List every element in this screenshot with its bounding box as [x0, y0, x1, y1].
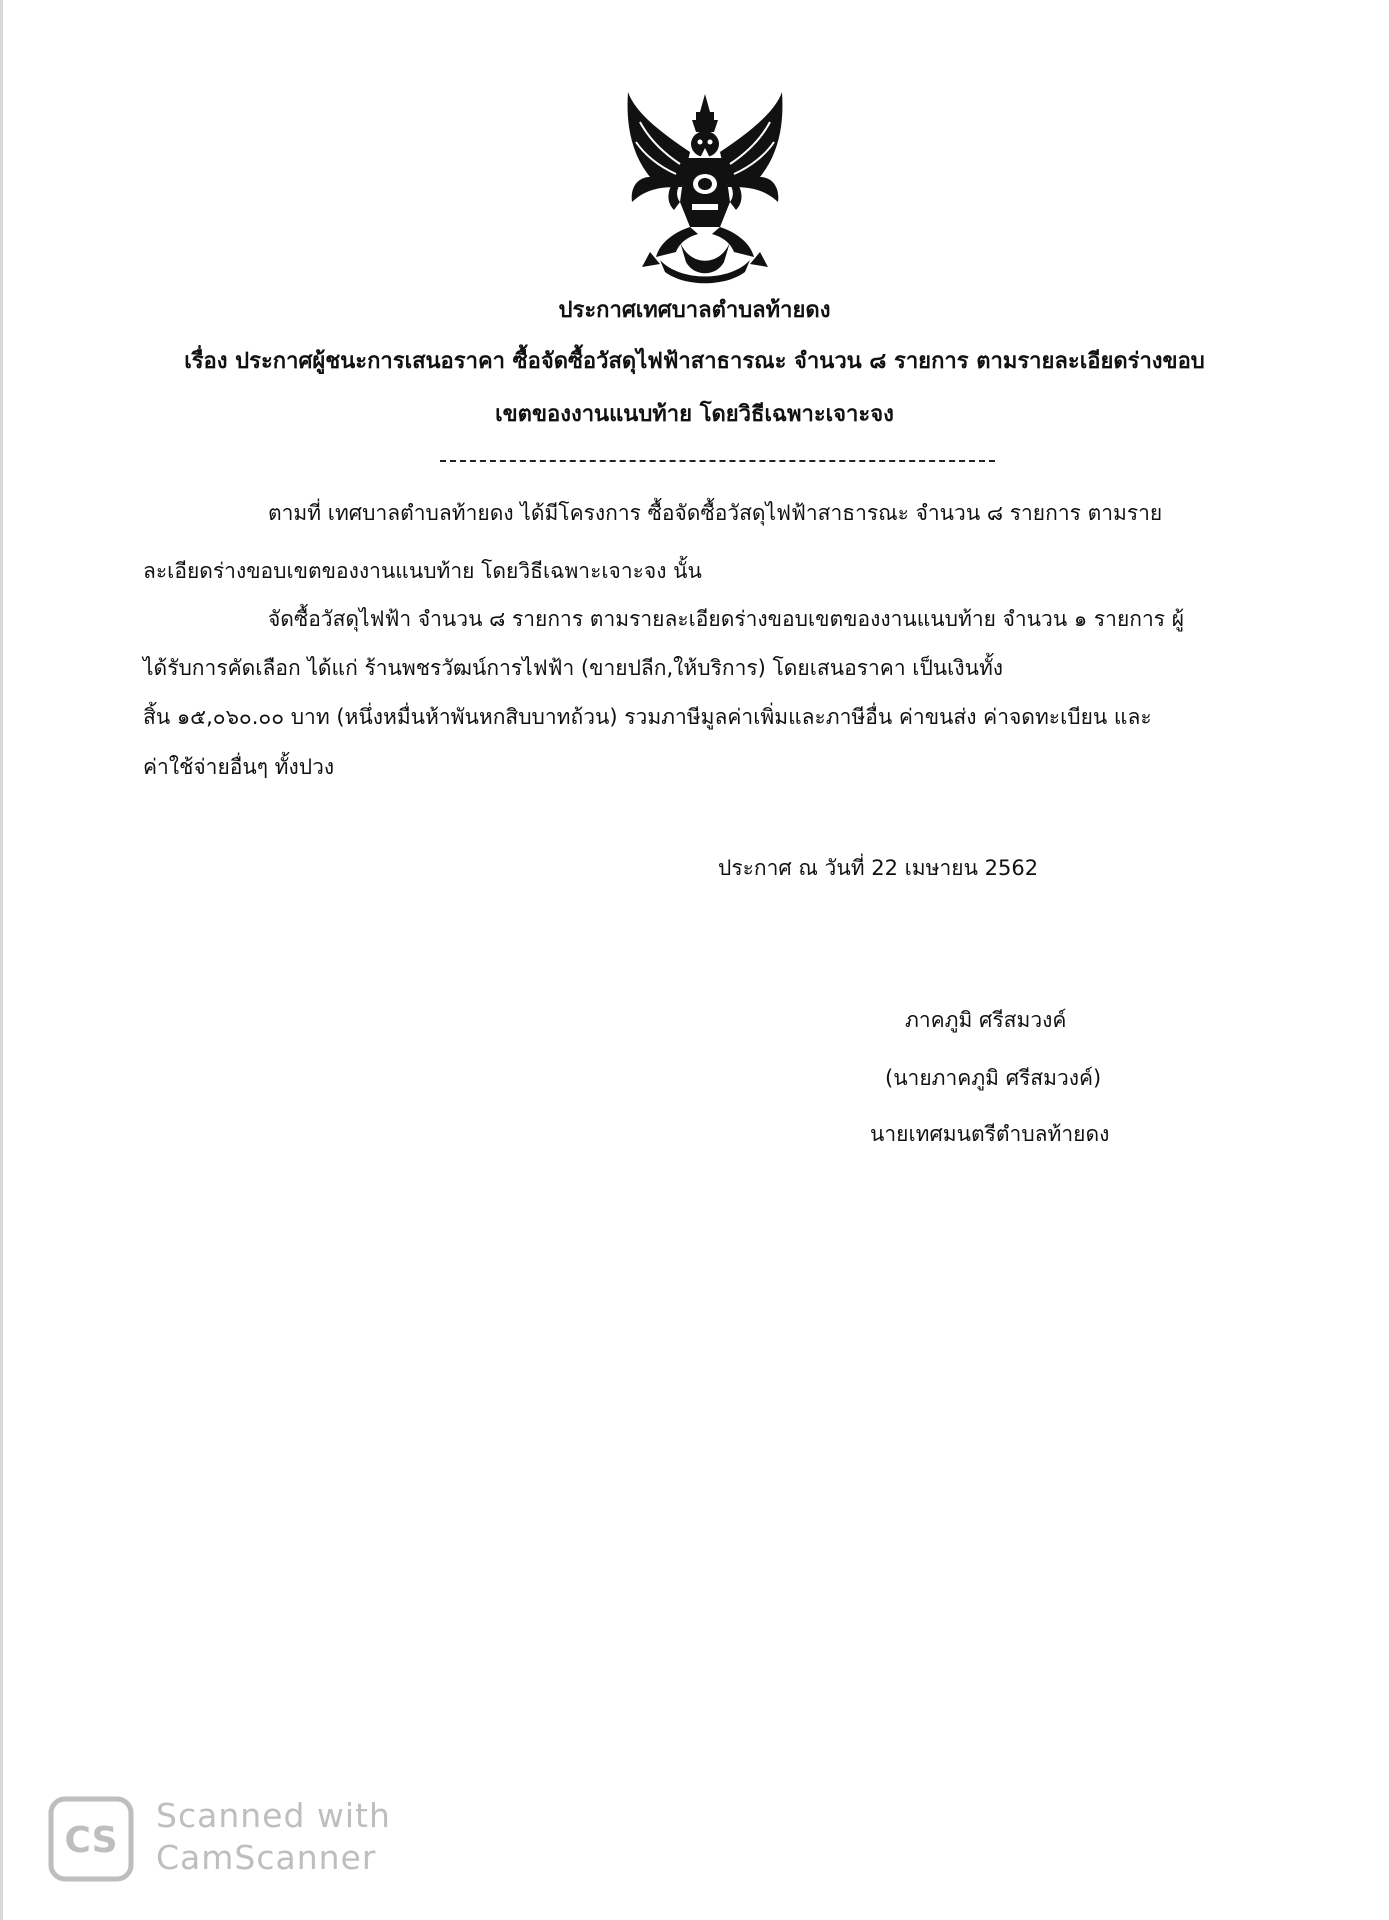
- body-line: จัดซื้อวัสดุไฟฟ้า จำนวน ๘ รายการ ตามรายละเอียดร่างขอบเขตของงานแนบท้าย จำนวน ๑ รายการ ผู้: [268, 607, 1185, 631]
- signature-position: นายเทศมนตรีตำบลท้ายดง: [870, 1122, 1110, 1146]
- camscanner-logo-icon: [48, 1796, 134, 1882]
- body-line: ได้รับการคัดเลือก ได้แก่ ร้านพชรวัฒน์การไฟฟ้า (ขายปลีก,ให้บริการ) โดยเสนอราคา เป็นเงินทั้ง: [143, 656, 1004, 680]
- announcement-subject-line-2: เขตของงานแนบท้าย โดยวิธีเฉพาะเจาะจง: [495, 402, 894, 427]
- announcement-organization: ประกาศเทศบาลตำบลท้ายดง: [558, 298, 831, 323]
- body-line: สิ้น ๑๕,๐๖๐.๐๐ บาท (หนึ่งหมื่นห้าพันหกสิบบาทถ้วน) รวมภาษีมูลค่าเพิ่มและภาษีอื่น ค่าขนส่ง ค่าจดทะเบียน และ: [143, 705, 1152, 729]
- announcement-subject-line-1: เรื่อง ประกาศผู้ชนะการเสนอราคา ซื้อจัดซื้อวัสดุไฟฟ้าสาธารณะ จำนวน ๘ รายการ ตามรายละเอียดร่างขอบ: [184, 349, 1205, 374]
- camscanner-logo-letters: CS: [64, 1820, 118, 1861]
- header-divider: [440, 460, 995, 462]
- page-edge: [0, 0, 3, 1920]
- watermark-line-2: CamScanner: [156, 1838, 377, 1877]
- signature-name: ภาคภูมิ ศรีสมวงค์: [905, 1008, 1067, 1032]
- signature-full-name: (นายภาคภูมิ ศรีสมวงค์): [885, 1066, 1102, 1090]
- garuda-emblem-icon: [620, 92, 790, 287]
- announcement-date: ประกาศ ณ วันที่ 22 เมษายน 2562: [718, 856, 1039, 880]
- body-line: ตามที่ เทศบาลตำบลท้ายดง ได้มีโครงการ ซื้อจัดซื้อวัสดุไฟฟ้าสาธารณะ จำนวน ๘ รายการ ตามราย: [268, 501, 1163, 525]
- camscanner-watermark: [48, 1796, 428, 1886]
- body-line: ละเอียดร่างขอบเขตของงานแนบท้าย โดยวิธีเฉพาะเจาะจง นั้น: [143, 559, 702, 583]
- body-line: ค่าใช้จ่ายอื่นๆ ทั้งปวง: [143, 755, 335, 779]
- watermark-line-1: Scanned with: [156, 1796, 391, 1835]
